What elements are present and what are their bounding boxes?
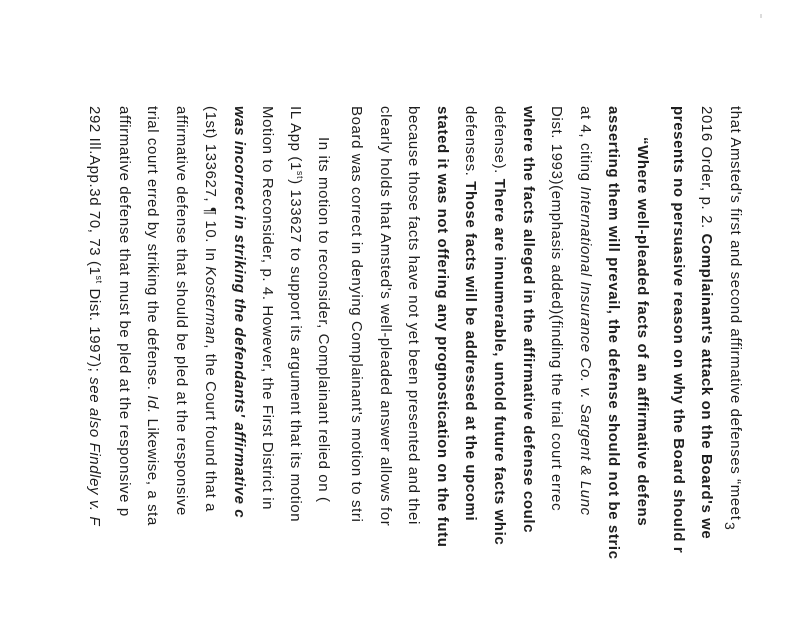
text-line [86,106,104,526]
text-run: see also Findley v. F [86,377,104,527]
text-run: , the Court found that a [201,344,219,513]
text-run: where the facts alleged in the affirmative defense coulc [519,106,537,534]
text-line [548,106,565,511]
text-run: There are innumerable, untold future facts whic [491,178,508,546]
text-run: 292 Ill.App.3d 70, 73 (1 [86,106,104,276]
text-run: Motion to Reconsider, p. 4. However, the First District in [259,106,277,511]
text-run: 2016 Order, p. 2. [698,106,716,234]
text-line [727,106,744,520]
text-line [699,106,716,539]
text-line [173,106,190,516]
text-run: stated it was not offering any prognostication on the futu [433,106,451,548]
text-line [202,106,219,512]
text-run: because those facts have not yet been presented and thei [405,106,423,525]
text-run: st [94,275,105,284]
text-run: In its motion to reconsider, Complainant relied on ( [315,137,332,503]
text-run: at 4, citing [576,106,594,187]
text-run: “Where well-pleaded facts of an affirmative defens [634,137,651,527]
text-run: International Insurance Co. v. Sargent & Lunc [576,186,594,516]
text-run: presents no persuasive reason on why the Board should r [670,106,687,554]
text-line [405,106,422,525]
text-line [377,106,394,526]
text-line [577,106,594,516]
text-run: Dist. 1993)(emphasis added)(finding the trial court errec [548,106,566,512]
text-run: Complainant's attack on the Board's we [698,233,716,540]
text-line [315,137,332,503]
text-run: defenses. [462,106,480,182]
text-run: ) 133627 to support its argument that its motion [287,179,304,523]
text-line [145,106,162,526]
page-number: 3 [722,522,738,530]
text-run: Those facts will be addressed at the upcomi [462,181,480,522]
text-line [434,106,451,547]
text-run: IL App (1 [287,106,304,171]
text-run: Dist. 1997); [86,283,104,378]
text-line [634,137,651,526]
scan-artifact [760,14,762,18]
text-run: st [295,170,305,180]
text-run: clearly holds that Amsted's well-pleaded answer allows for [376,106,394,527]
text-line [259,106,276,510]
text-line [231,106,248,518]
text-run: Id. [144,395,162,414]
text-line [605,106,622,560]
text-run: trial court erred by striking the defense. [144,106,162,396]
text-run: Likewise, a sta [144,413,162,526]
text-run: Kosterman [201,266,219,345]
text-line [670,106,687,553]
text-line [462,106,479,521]
text-run: affirmative defense that should be pled at the responsive [173,106,191,516]
text-line [287,106,305,522]
text-run: that Amsted's first and second affirmative defenses “meet [727,106,744,521]
text-run: defense). [491,106,508,179]
text-run: Board was correct in denying Complainant's motion to stri [348,106,365,523]
text-run: was incorrect in striking the defendants' affirmative c [230,106,248,519]
text-run: (1st) 133627, ¶ 10. In [201,106,219,267]
text-line [520,106,537,533]
text-line [491,106,508,545]
text-run: asserting them will prevail, the defense should not be stric [605,106,623,560]
text-run: affirmative defense that must be pled at the responsive p [115,106,133,517]
text-line [348,106,365,522]
text-line [116,106,133,517]
